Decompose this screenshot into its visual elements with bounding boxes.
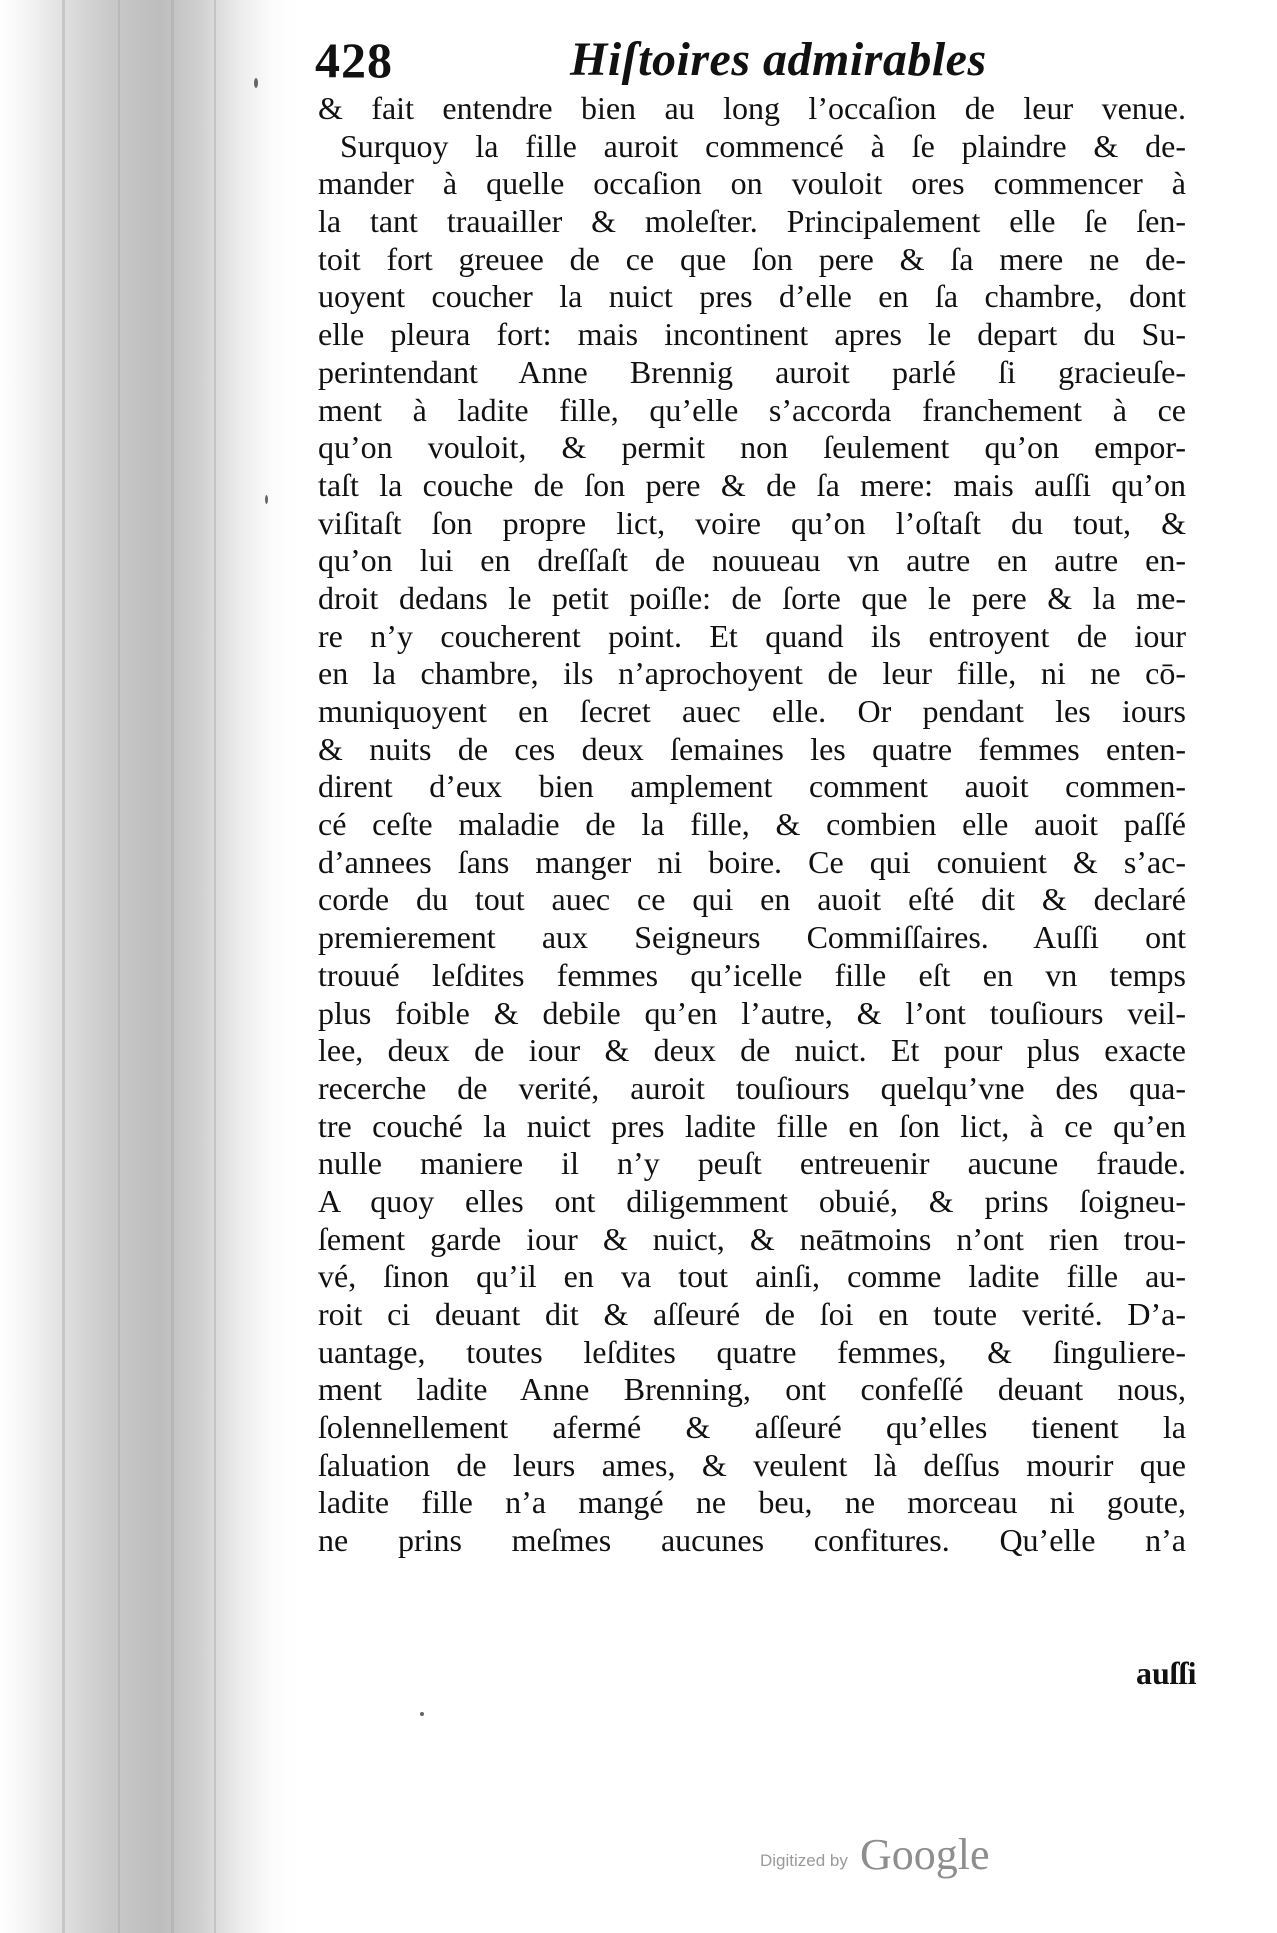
ink-speck: [420, 1712, 424, 1716]
text-line: ſement garde iour & nuict, & neātmoins n’ont rien trou-: [318, 1220, 1186, 1257]
text-line: trouué leſdites femmes qu’icelle fille eſt en vn temps: [318, 956, 1186, 993]
text-line: re n’y coucherent point. Et quand ils entroyent de iour: [318, 617, 1186, 654]
text-line: & nuits de ces deux ſemaines les quatre femmes enten-: [318, 730, 1186, 767]
text-line: mander à quelle occaſion on vouloit ores commencer à: [318, 165, 1186, 202]
text-line: lee, deux de iour & deux de nuict. Et pour plus exacte: [318, 1032, 1186, 1069]
text-line: recerche de verité, auroit touſiours quelqu’vne des qua-: [318, 1069, 1186, 1106]
gutter-streak: [118, 0, 120, 1933]
text-line: vé, ſinon qu’il en va tout ainſi, comme ladite fille au-: [318, 1258, 1186, 1295]
text-line: muniquoyent en ſecret auec elle. Or pendant les iours: [318, 693, 1186, 729]
text-line: perintendant Anne Brennig auroit parlé ſi gracieuſe-: [318, 353, 1186, 390]
watermark-caption: Digitized by: [760, 1851, 848, 1870]
ink-speck: [265, 495, 268, 504]
text-line: toit fort greuee de ce que ſon pere & ſa mere ne de-: [318, 240, 1186, 277]
text-line: taſt la couche de ſon pere & de ſa mere: mais auſſi qu’on: [318, 466, 1186, 503]
text-line: roit ci deuant dit & aſſeuré de ſoi en toute verité. D’a-: [318, 1296, 1186, 1332]
text-line: cé ceſte maladie de la fille, & combien elle auoit paſſé: [318, 806, 1186, 843]
text-line: ſaluation de leurs ames, & veulent là deſſus mourir que: [318, 1446, 1186, 1483]
catchword: auſſi: [1136, 1655, 1197, 1691]
text-line: elle pleura fort: mais incontinent apres le depart du Su-: [318, 316, 1186, 353]
ink-speck: [254, 78, 258, 88]
text-line: uantage, toutes leſdites quatre femmes, & ſinguliere-: [318, 1333, 1186, 1370]
text-line: ne prins meſmes aucunes confitures. Qu’elle n’a: [318, 1522, 1186, 1559]
text-line: ſolennellement afermé & aſſeuré qu’elles tienent la: [318, 1409, 1186, 1446]
text-line: viſitaſt ſon propre lict, voire qu’on l’oſtaſt du tout, &: [318, 504, 1186, 541]
text-line: Surquoy la fille auroit commencé à ſe plaindre & de-: [340, 127, 1186, 164]
text-line: plus foible & debile qu’en l’autre, & l’ont touſiours veil-: [318, 994, 1186, 1031]
text-line: en la chambre, ils n’aprochoyent de leur fille, ni ne cō-: [318, 655, 1186, 692]
text-line: corde du tout auec ce qui en auoit eſté dit & declaré: [318, 881, 1186, 918]
text-line: premierement aux Seigneurs Commiſſaires. Auſſi ont: [318, 919, 1186, 956]
binding-gutter-shadow: [0, 0, 300, 1933]
running-head-title: Hiſtoires admirables: [570, 33, 987, 86]
text-line: & fait entendre bien au long l’occaſion de leur venue.: [318, 90, 1186, 126]
text-line: la tant trauailler & moleſter. Principalement elle ſe ſen-: [318, 203, 1186, 240]
gutter-streak: [171, 0, 174, 1933]
text-line: qu’on lui en dreſſaſt de nouueau vn autre en autre en-: [318, 542, 1186, 579]
watermark-logo-text: Google: [860, 1830, 990, 1879]
gutter-streak: [62, 0, 65, 1933]
text-line: nulle maniere il n’y peuſt entreuenir aucune fraude.: [318, 1145, 1186, 1182]
text-line: A quoy elles ont diligemment obuié, & prins ſoigneu-: [318, 1182, 1186, 1219]
text-line: uoyent coucher la nuict pres d’elle en ſa chambre, dont: [318, 278, 1186, 315]
text-line: tre couché la nuict pres ladite fille en ſon lict, à ce qu’en: [318, 1107, 1186, 1144]
text-line: ment ladite Anne Brenning, ont confeſſé deuant nous,: [318, 1371, 1186, 1408]
page-header: [315, 30, 1195, 90]
text-line: ladite fille n’a mangé ne beu, ne morceau ni goute,: [318, 1484, 1186, 1521]
text-line: ment à ladite fille, qu’elle s’accorda franchement à ce: [318, 391, 1186, 428]
text-line: droit dedans le petit poiſle: de ſorte que le pere & la me-: [318, 579, 1186, 616]
body-text: [318, 90, 1186, 1560]
text-line: dirent d’eux bien amplement comment auoit commen-: [318, 768, 1186, 805]
text-line: d’annees ſans manger ni boire. Ce qui conuient & s’ac-: [318, 843, 1186, 880]
gutter-streak: [214, 0, 216, 1933]
text-line: qu’on vouloit, & permit non ſeulement qu’on empor-: [318, 429, 1186, 466]
page-number: 428: [315, 32, 393, 88]
